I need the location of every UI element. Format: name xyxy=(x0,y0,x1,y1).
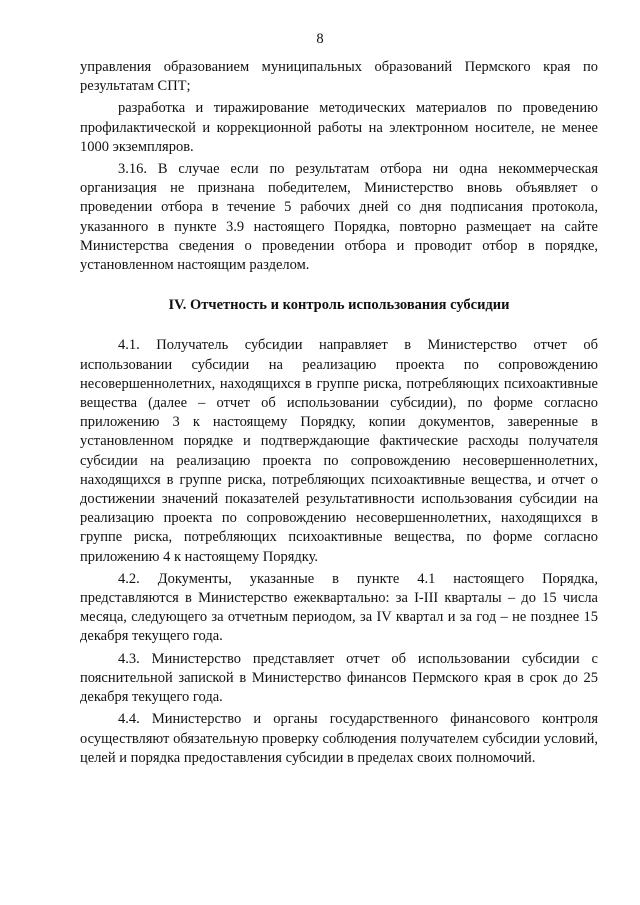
paragraph-4-4: 4.4. Министерство и органы государственного финансового контроля осуществляют обязательную проверку соблюдения получателем субсидии условий, целей и порядка предоставления субсидии в пределах своих полномочий. xyxy=(80,711,598,766)
paragraph-spt-results: управления образованием муниципальных образований Пермского края по результатам СПТ; xyxy=(80,59,598,95)
paragraph-methodical-materials: разработка и тиражирование методических материалов по проведению профилактической и коррекционной работы на электронном носителе, не менее 1000 экземпляров. xyxy=(80,100,598,155)
paragraph-3-16: 3.16. В случае если по результатам отбора ни одна некоммерческая организация не признана победителем, Министерство вновь объявляет о проведении отбора в течение 5 рабочих дней со дня подписания протокола, указанного в пункте 3.9 настоящего Порядка, повторно размещает на сайте Министерства сведения о проведении отбора и проводит отбор в порядке, установленном настоящим разделом. xyxy=(80,161,598,274)
section-title: IV. Отчетность и контроль использования субсидии xyxy=(168,297,510,314)
paragraph-4-2: 4.2. Документы, указанные в пункте 4.1 настоящего Порядка, представляются в Министерство ежеквартально: за I-III кварталы – до 15 числа месяца, следующего за отчетным периодом, за IV квартал и за год – не позднее 15 декабря текущего года. xyxy=(80,570,598,645)
page-number: 8 xyxy=(316,31,324,47)
paragraph-4-1: 4.1. Получатель субсидии направляет в Министерство отчет об использовании субсидии на реализацию проекта по сопровождению несовершеннолетних, находящихся в группе риска, потребляющих психоактивные вещества (далее – отчет об использовании субсидии), по форме согласно приложению 3 к настоящему Порядку, копии документов, заверенные в установленном порядке и подтверждающие фактические расходы получателя субсидии на реализацию проекта по сопровождению несовершеннолетних, находящихся в группе риска, потребляющих психоактивные вещества, и отчет о достижении значений показателей результативности использования субсидии на реализацию проекта по сопровождению несовершеннолетних, находящихся в группе риска, потребляющих психоактивные вещества, по форме согласно приложению 4 к настоящему Порядку. xyxy=(80,337,598,565)
document-body xyxy=(80,58,598,768)
paragraph-4-3: 4.3. Министерство представляет отчет об использовании субсидии с пояснительной запиской в Министерство финансов Пермского края в срок до 25 декабря текущего года. xyxy=(80,650,598,706)
